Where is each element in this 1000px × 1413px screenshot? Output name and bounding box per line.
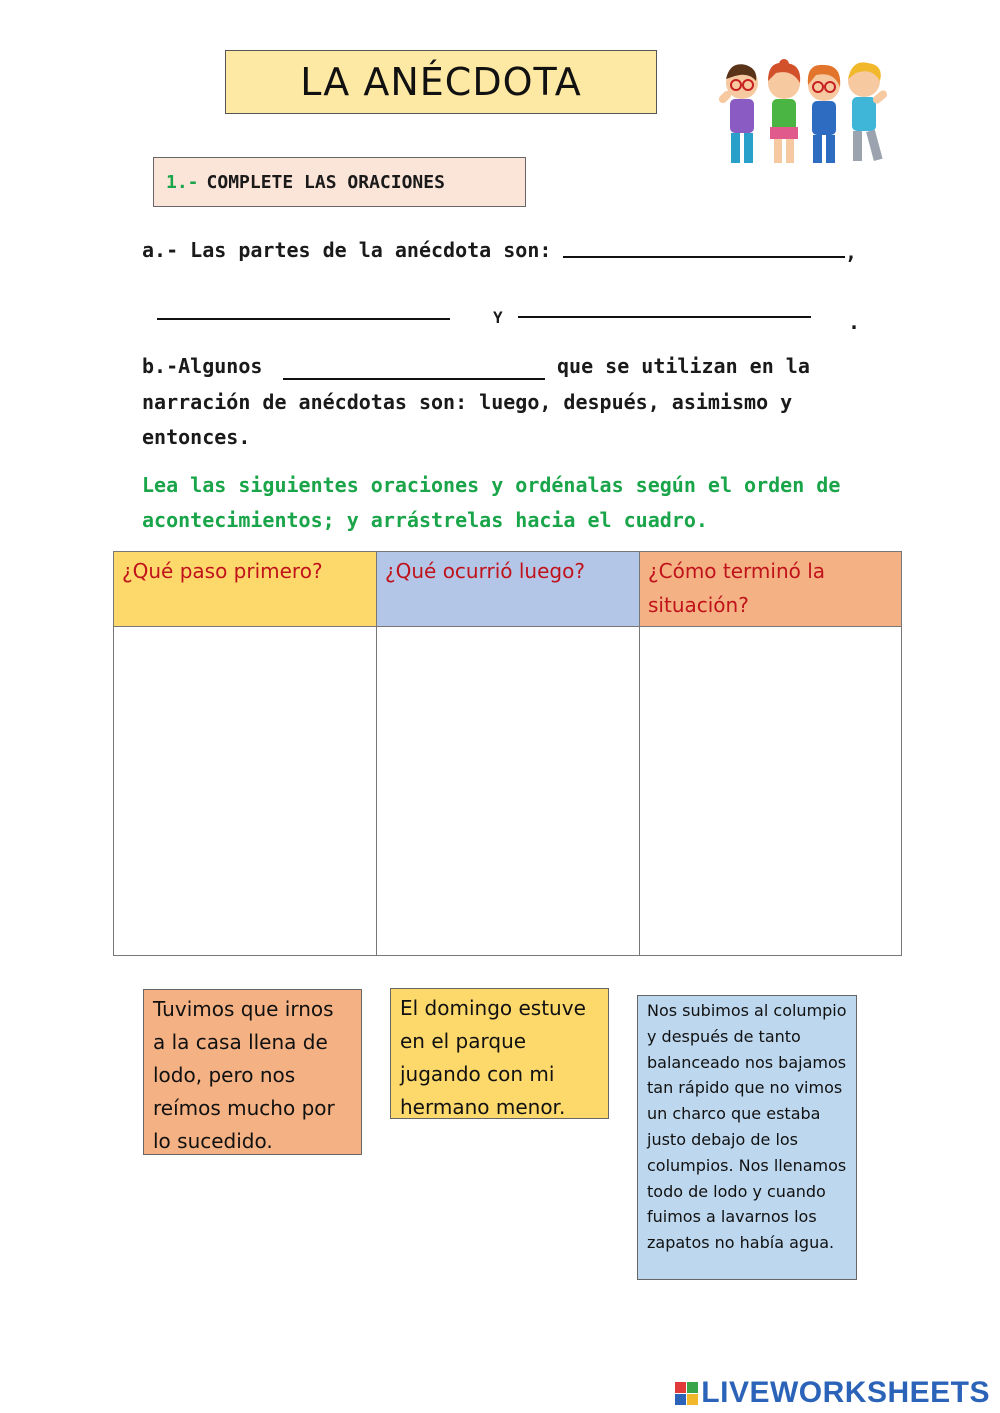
question-b-suffix: que se utilizan en la — [557, 354, 810, 378]
question-b-line3: entonces. — [142, 425, 251, 449]
section-heading — [153, 157, 526, 207]
question-a-comma: , — [845, 240, 858, 264]
liveworksheets-logo — [675, 1375, 990, 1411]
answer-blank-1[interactable] — [563, 256, 845, 258]
draggable-card-middle[interactable]: Nos subimos al columpio y después de tanto balanceado nos bajamos tan rápido que no vimos un charco que estaba justo debajo de los columpios. Nos llenamos todo de lodo y cuando fuimos a lavarnos los zapatos no había agua. — [637, 995, 857, 1280]
child-figure — [848, 62, 889, 161]
drop-zone-then[interactable] — [377, 627, 640, 955]
question-b-prefix: b.-Algunos — [142, 354, 263, 378]
instructions-line-1: Lea las siguientes oraciones y ordénalas según el orden de — [142, 473, 841, 497]
question-b-line2: narración de anécdotas son: luego, después, asimismo y — [142, 390, 793, 414]
question-a-period: . — [848, 310, 861, 334]
question-a-text: a.- Las partes de la anécdota son: — [142, 238, 552, 262]
drop-zone-first[interactable] — [114, 627, 377, 955]
child-figure — [808, 65, 840, 163]
logo-text: LIVEWORKSHEETS — [701, 1376, 990, 1409]
draggable-card-beginning[interactable]: El domingo estuve en el parque jugando con mi hermano menor. — [390, 988, 609, 1119]
section-number: 1.- — [166, 171, 199, 193]
instructions-line-2: acontecimientos; y arrástrelas hacia el cuadro. — [142, 508, 708, 532]
child-figure — [768, 59, 800, 163]
page-title: LA ANÉCDOTA — [225, 50, 657, 114]
answer-blank-3[interactable] — [518, 316, 811, 318]
section-label: COMPLETE LAS ORACIONES — [206, 171, 445, 193]
header-first: ¿Qué paso primero? — [114, 552, 377, 627]
liveworksheets-logo-icon — [675, 1382, 698, 1405]
drop-zone-ending[interactable] — [640, 627, 901, 955]
draggable-card-ending[interactable]: Tuvimos que irnos a la casa llena de lodo, pero nos reímos mucho por lo sucedido. — [143, 989, 362, 1155]
ordering-table — [113, 551, 902, 956]
child-figure — [717, 64, 758, 163]
answer-blank-4[interactable] — [283, 378, 545, 380]
question-a-y: Y — [493, 308, 503, 327]
header-ending: ¿Cómo terminó la situación? — [640, 552, 901, 627]
answer-blank-2[interactable] — [157, 318, 450, 320]
header-then: ¿Qué ocurrió luego? — [377, 552, 640, 627]
instructions — [142, 468, 842, 538]
children-illustration — [712, 55, 897, 175]
